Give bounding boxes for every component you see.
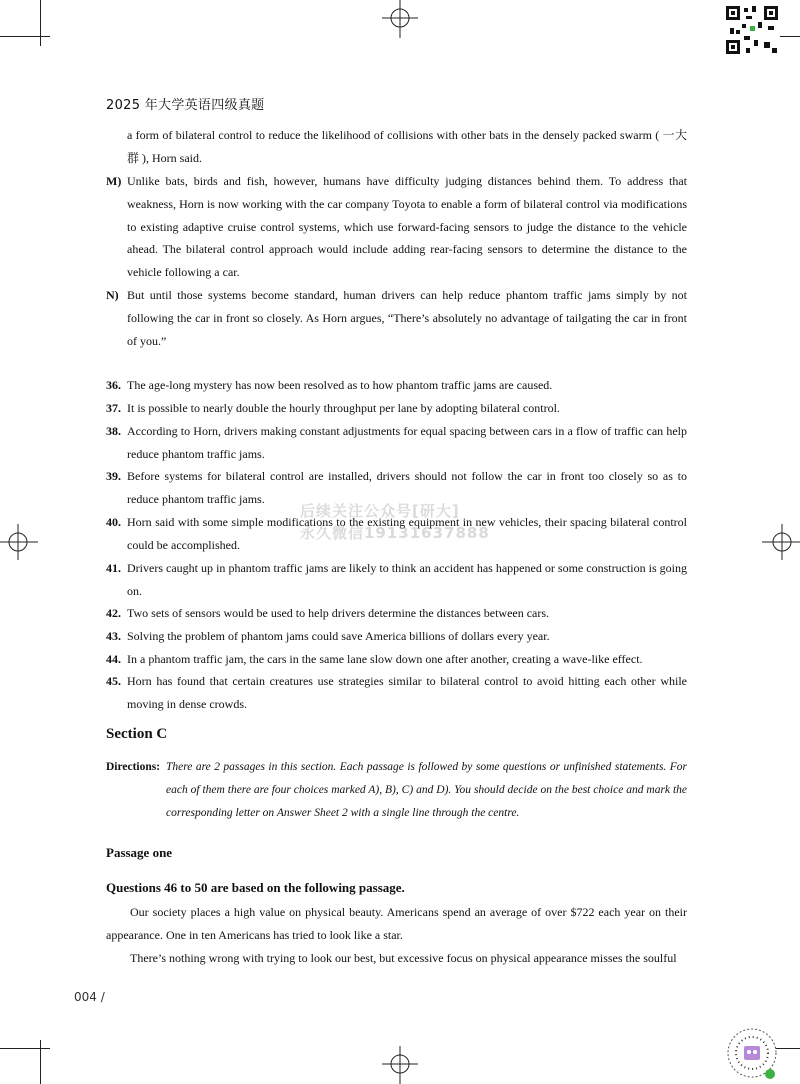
question-text: It is possible to nearly double the hourly throughput per lane by adopting bilateral control. [127, 401, 560, 415]
registration-mark-icon [380, 0, 420, 40]
passage-paragraph-m [106, 170, 687, 284]
question-number: 37. [106, 401, 121, 415]
qr-code-icon [724, 4, 780, 56]
passage-paragraph-n [106, 284, 687, 352]
registration-mark-icon [0, 522, 40, 562]
question-item [106, 420, 687, 466]
question-text: Drivers caught up in phantom traffic jams are likely to think an accident has happened or some construction is going on. [127, 561, 687, 598]
question-text: According to Horn, drivers making constant adjustments for equal spacing between cars in a flow of traffic can help reduce phantom traffic jams. [127, 424, 687, 461]
crop-mark [0, 1048, 50, 1049]
directions-label: Directions: [106, 761, 161, 773]
directions-text: There are 2 passages in this section. Each passage is followed by some questions or unfinished statements. For each of them there are four choices marked A), B), C) and D). You should decide on the best choice and mark the corresponding letter on Answer Sheet 2 with a single line through the centre. [166, 761, 687, 819]
question-text: Solving the problem of phantom jams could save America billions of dollars every year. [127, 629, 550, 643]
question-number: 38. [106, 424, 121, 438]
paragraph-text: a form of bilateral control to reduce the likelihood of collisions with other bats in the densely packed swarm ( 一大群 ), Horn said. [127, 128, 687, 165]
question-item [106, 625, 687, 648]
question-item [106, 602, 687, 625]
crop-mark [0, 36, 50, 37]
paragraph-label: N) [106, 288, 119, 302]
question-text: Horn has found that certain creatures use strategies similar to bilateral control to avoid hitting each other while moving in dense crowds. [127, 674, 687, 711]
question-text: Two sets of sensors would be used to help drivers determine the distances between cars. [127, 606, 550, 620]
questions-intro: Questions 46 to 50 are based on the following passage. [106, 880, 405, 895]
paragraph-text: But until those systems become standard, human drivers can help reduce phantom traffic jams simply by not following the car in front so closely. As Horn argues, “There’s absolutely no advantage of tailgating the car in front of you.” [127, 288, 687, 348]
passage-title: Passage one [106, 845, 173, 860]
crop-mark [40, 0, 41, 46]
watermark-line: 永久微信19131637888 [300, 524, 490, 542]
passage-paragraph-continued [106, 124, 687, 170]
question-text: The age-long mystery has now been resolved as to how phantom traffic jams are caused. [127, 378, 553, 392]
question-number: 43. [106, 629, 121, 643]
paragraph-text: Unlike bats, birds and fish, however, humans have difficulty judging distances behind them. To address that weakness, Horn is now working with the car company Toyota to enable a form of bilateral control via modifications to existing adaptive cruise control systems, which use forward-facing sensors to judge the distance to the vehicle ahead. The bilateral control approach would include adding rear-facing sensors to determine the distance to the vehicle following a car. [127, 174, 687, 280]
question-text: Horn said with some simple modifications to the existing equipment in new vehicles, their spacing bilateral control could be accomplished. [127, 515, 687, 552]
question-item [106, 374, 687, 397]
question-number: 40. [106, 515, 121, 529]
section-title: Section C [106, 726, 168, 742]
passage-body-paragraph: Our society places a high value on physical beauty. Americans spend an average of over $722 each year on their appearance. One in ten Americans has tried to look like a star. [106, 905, 687, 942]
question-item [106, 397, 687, 420]
directions-block [106, 756, 687, 825]
question-text: In a phantom traffic jam, the cars in the same lane slow down one after another, creating a wave-like effect. [127, 652, 643, 666]
question-text: Before systems for bilateral control are installed, drivers should not follow the car in front too closely so as to reduce phantom traffic jams. [127, 469, 687, 506]
passage-body-paragraph: There’s nothing wrong with trying to look our best, but excessive focus on physical appearance misses the soulful [130, 951, 677, 965]
question-number: 41. [106, 561, 121, 575]
watermark-line: 后续关注公众号[研大] [300, 502, 460, 520]
question-number: 42. [106, 606, 121, 620]
page-header-title: 2025 年大学英语四级真题 [106, 98, 265, 113]
watermark [300, 500, 510, 544]
registration-mark-icon [380, 1044, 420, 1084]
registration-mark-icon [760, 522, 800, 562]
mini-program-code-icon [726, 1026, 778, 1080]
paragraph-label: M) [106, 174, 122, 188]
question-number: 45. [106, 674, 121, 688]
question-item [106, 557, 687, 603]
question-number: 36. [106, 378, 121, 392]
question-item [106, 648, 687, 671]
crop-mark [40, 1040, 41, 1084]
question-number: 44. [106, 652, 121, 666]
question-item [106, 670, 687, 716]
page-number: 004 / [74, 990, 105, 1004]
question-number: 39. [106, 469, 121, 483]
